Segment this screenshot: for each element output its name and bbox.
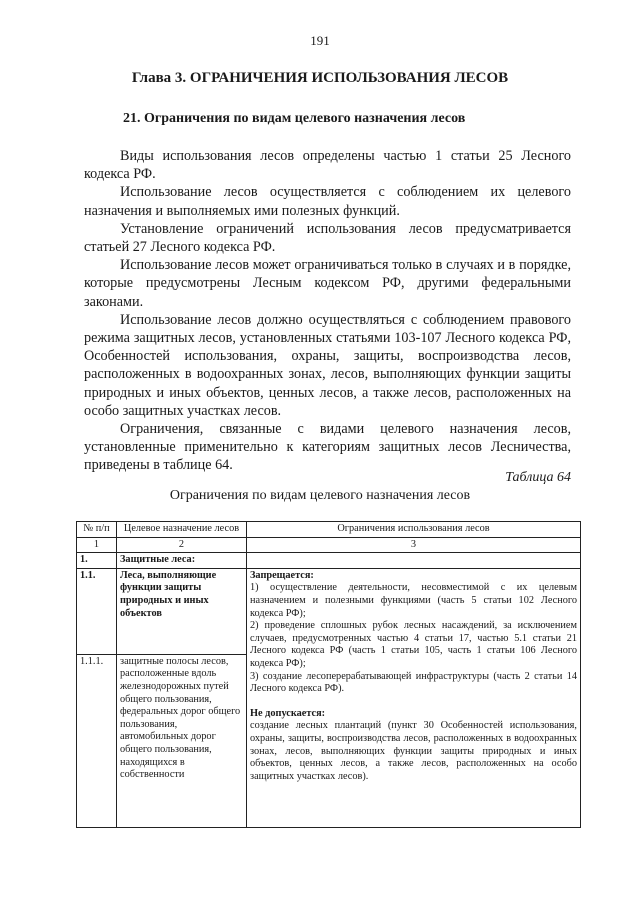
header-restrictions: Ограничения использования лесов — [247, 522, 581, 538]
header-purpose: Целевое назначение лесов — [117, 522, 247, 538]
prohibited-title: Запрещается: — [250, 569, 314, 581]
row-number: 1.1.1. — [77, 654, 117, 827]
row-purpose: Защитные леса: — [117, 553, 247, 569]
row-restrictions-empty — [247, 553, 581, 569]
column-number-row — [77, 537, 581, 553]
column-number: 1 — [77, 537, 117, 553]
not-allowed-title: Не допускается: — [250, 707, 326, 719]
page-number: 191 — [310, 33, 330, 48]
restrictions-table — [76, 521, 581, 828]
row-purpose: защитные полосы лесов, расположенные вдоль железнодорожных путей общего пользования, федеральных дорог общего пользования, автомобильных дорог общего пользования, находящихся в собственности — [117, 654, 247, 827]
table-row — [77, 568, 581, 654]
section-title: 21. Ограничения по видам целевого назначения лесов — [123, 111, 466, 126]
paragraph: Ограничения, связанные с видами целевого назначения лесов, установленные применительно к категориям защитных лесов Лесничества, приведены в таблице 64. — [84, 421, 571, 474]
header-number: № п/п — [77, 522, 117, 538]
column-number: 2 — [117, 537, 247, 553]
prohibited-item: 3) создание лесоперерабатывающей инфраструктуры (часть 2 статьи 14 Лесного кодекса РФ). — [250, 670, 577, 695]
paragraph: Виды использования лесов определены частью 1 статьи 25 Лесного кодекса РФ. — [84, 148, 571, 183]
column-number: 3 — [247, 537, 581, 553]
prohibited-item: 2) проведение сплошных рубок лесных насаждений, за исключением случаев, предусмотренных частью 4 статьи 17, частью 5.1 статьи 21 Лесного кодекса РФ (часть 1 статьи 105, часть 1 статьи 106 Лесного кодекса РФ); — [250, 620, 577, 669]
paragraph: Использование лесов должно осуществляться с соблюдением правового режима защитных лесов, установленных статьями 103-107 Лесного кодекса РФ, Особенностей использования, охраны, защиты, воспроизводства лесов, расположенных в водоохранных зонах, лесов, выполняющих функции защиты природных и иных объектов, ценных лесов, а также лесов, расположенных на особо защитных участках лесов. — [84, 311, 571, 419]
row-number: 1. — [77, 553, 117, 569]
paragraph: Использование лесов может ограничиваться только в случаях и в порядке, которые предусмотрены Лесным кодексом РФ, другими федеральными законами. — [84, 257, 571, 310]
paragraph: Использование лесов осуществляется с соблюдением их целевого назначения и выполняемых ими полезных функций. — [84, 184, 571, 219]
not-allowed-text: создание лесных плантаций (пункт 30 Особенностей использования, охраны, защиты, воспроизводства лесов, расположенных в водоохранных зонах, лесов, выполняющих функции защиты природных и иных объектов, ценных лесов, а также лесов, расположенных на особо защитных участках лесов). — [250, 720, 577, 782]
table-row — [77, 553, 581, 569]
table-caption: Ограничения по видам целевого назначения лесов — [169, 488, 471, 503]
prohibited-item: 1) осуществление деятельности, несовместимой с их целевым назначением и полезными функциями (часть 5 статьи 102 Лесного кодекса РФ); — [250, 582, 577, 619]
table-header-row — [77, 522, 581, 538]
table-label: Таблица 64 — [505, 470, 571, 485]
chapter-title: Глава 3. ОГРАНИЧЕНИЯ ИСПОЛЬЗОВАНИЯ ЛЕСОВ — [131, 70, 509, 86]
spacer — [250, 696, 577, 708]
row-number: 1.1. — [77, 568, 117, 654]
row-purpose: Леса, выполняющие функции защиты природных и иных объектов — [117, 568, 247, 654]
row-restrictions — [247, 568, 581, 827]
body-text — [84, 147, 571, 475]
paragraph: Установление ограничений использования лесов предусматривается статьей 27 Лесного кодекса РФ. — [84, 220, 571, 256]
